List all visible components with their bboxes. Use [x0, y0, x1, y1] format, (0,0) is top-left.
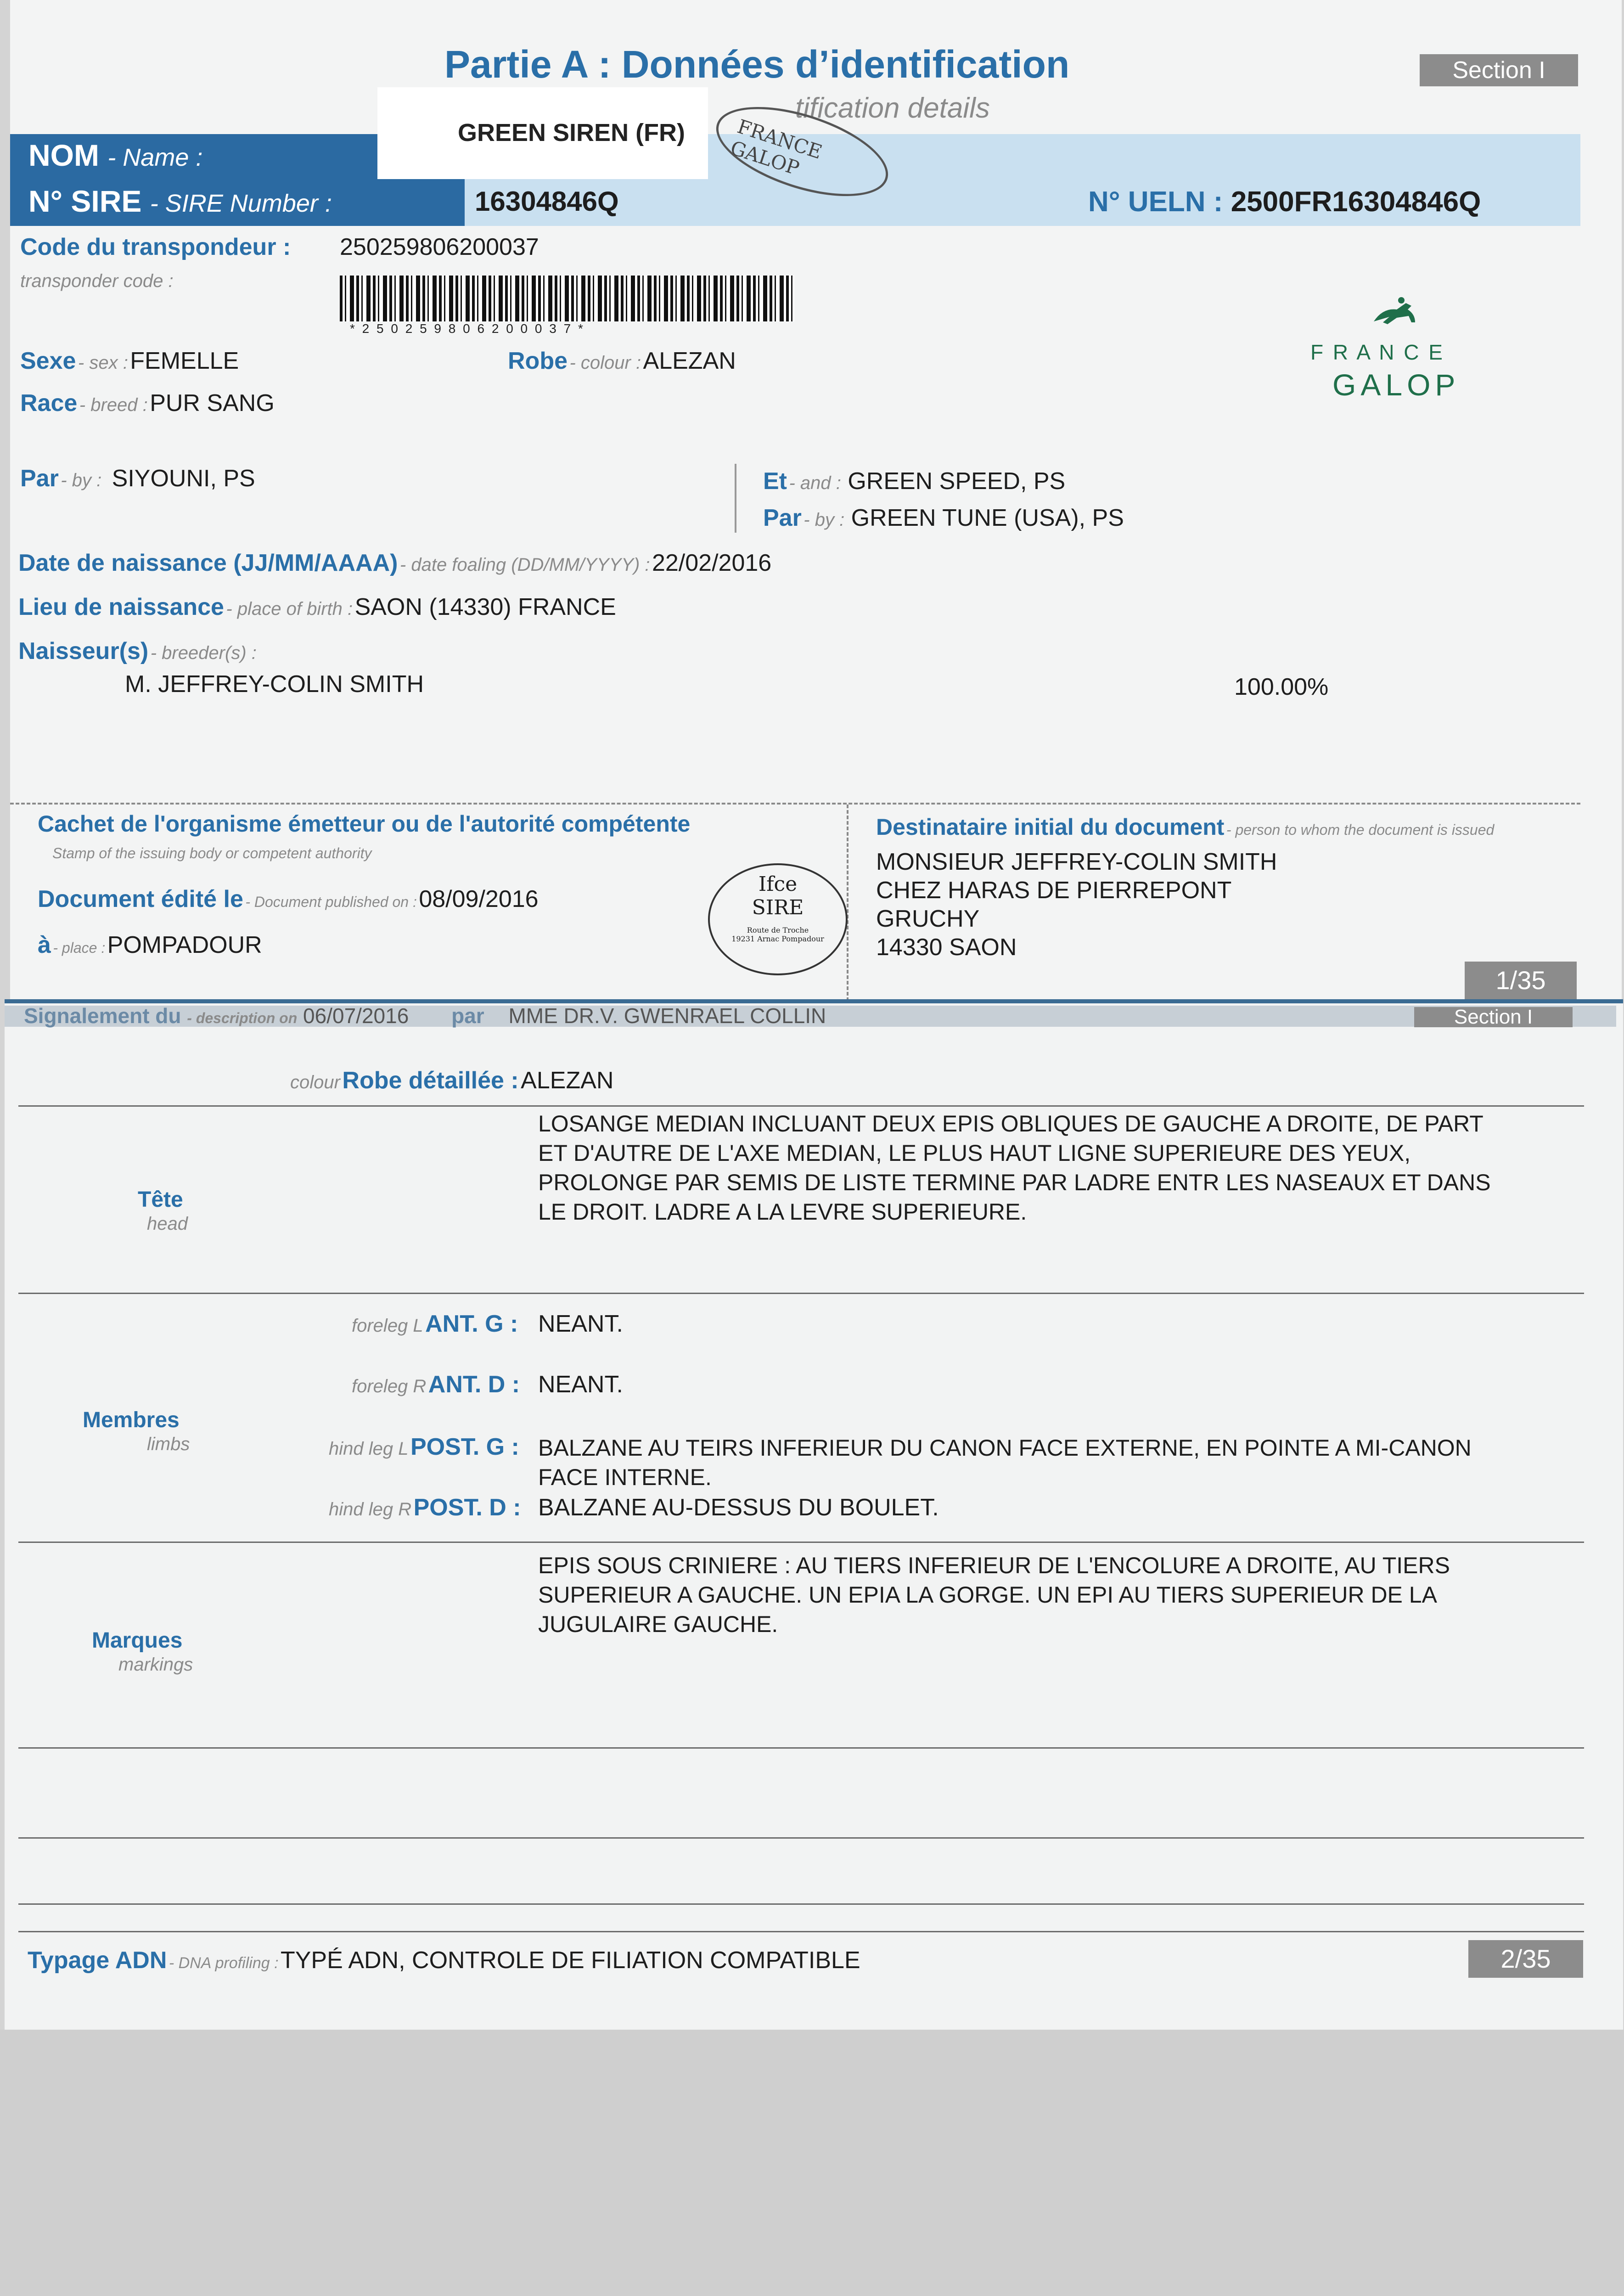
description-date: 06/07/2016: [303, 1004, 409, 1028]
head-line: LE DROIT. LADRE A LA LEVRE SUPERIEURE.: [538, 1199, 1027, 1225]
sire-by-label: Par: [20, 465, 59, 492]
head-line: LOSANGE MEDIAN INCLUANT DEUX EPIS OBLIQUES DE GAUCHE A DROITE, DE PART: [538, 1111, 1484, 1137]
row-divider: [18, 1931, 1584, 1932]
transponder-value: 250259806200037: [340, 234, 539, 260]
head-line: ET D'AUTRE DE L'AXE MEDIAN, LE PLUS HAUT LIGNE SUPERIEURE DES YEUX,: [538, 1140, 1411, 1166]
ueln-label: N° UELN :: [1088, 186, 1223, 218]
breeder-label-en: - breeder(s) :: [150, 643, 257, 663]
recipient-label-en: - person to whom the document is issued: [1226, 822, 1495, 838]
robe-label-en: colour: [290, 1072, 340, 1092]
post-g-label: POST. G :: [410, 1434, 519, 1460]
marks-line: SUPERIEUR A GAUCHE. UN EPIA LA GORGE. UN EPI AU TIERS SUPERIEUR DE LA: [538, 1582, 1437, 1608]
sex-value: FEMELLE: [130, 348, 239, 374]
marks-line: JUGULAIRE GAUCHE.: [538, 1611, 778, 1637]
post-d-label: POST. D :: [413, 1494, 521, 1521]
seal-sire: SIRE: [752, 896, 804, 919]
seal-address2: 19231 Arnac Pompadour: [731, 934, 824, 943]
pedigree-divider: [735, 464, 736, 533]
colour-label: Robe: [508, 348, 568, 374]
marks-label-en: markings: [118, 1654, 193, 1675]
dam-label-en: - and :: [789, 473, 841, 493]
dob-label: Date de naissance (JJ/MM/AAAA): [18, 550, 398, 576]
damsire-label-en: - by :: [804, 510, 845, 530]
name-label-en: - Name :: [107, 144, 203, 171]
pob-label-en: - place of birth :: [226, 599, 353, 619]
section-badge-2: Section I: [1414, 1007, 1573, 1027]
pob-value: SAON (14330) FRANCE: [354, 594, 616, 620]
sire-label-en: - SIRE Number :: [150, 190, 332, 217]
horse-name: GREEN SIREN (FR): [458, 119, 686, 146]
marks-label: Marques: [92, 1628, 183, 1653]
dna-value: TYPÉ ADN, CONTROLE DE FILIATION COMPATIBLE: [280, 1947, 860, 1974]
description-by: par: [451, 1004, 484, 1028]
stamp-label: Cachet de l'organisme émetteur ou de l'autorité compétente: [38, 811, 691, 837]
marks-description: [538, 1551, 1450, 1639]
place-value: POMPADOUR: [107, 932, 262, 958]
sex-label: Sexe: [20, 348, 76, 374]
dna-label: Typage ADN: [28, 1947, 167, 1974]
transponder-label: Code du transpondeur :: [20, 234, 291, 260]
breed-value: PUR SANG: [150, 390, 275, 416]
breeder-label: Naisseur(s): [18, 638, 149, 664]
head-line: PROLONGE PAR SEMIS DE LISTE TERMINE PAR LADRE ENTR LES NASEAUX ET DANS: [538, 1170, 1491, 1195]
published-label: Document édité le: [38, 886, 243, 912]
ueln-value: 2500FR16304846Q: [1231, 186, 1481, 218]
seal-address1: Route de Troche: [747, 926, 809, 934]
ant-d-en: foreleg R: [352, 1376, 427, 1396]
passport-page-2: [5, 1003, 1623, 2032]
sire-by-value: SIYOUNI, PS: [112, 465, 255, 492]
post-d-value: BALZANE AU-DESSUS DU BOULET.: [538, 1494, 939, 1521]
recipient-line: CHEZ HARAS DE PIERREPONT: [876, 877, 1232, 904]
colour-value: ALEZAN: [643, 348, 736, 374]
limbs-label: Membres: [83, 1408, 180, 1432]
jockey-horse-icon: [1369, 294, 1424, 331]
place-label-en: - place :: [53, 940, 106, 956]
page-subtitle: tification details: [795, 92, 990, 124]
dob-label-en: - date foaling (DD/MM/YYYY) :: [399, 555, 650, 575]
page-title: Partie A : Données d’identification: [444, 43, 1070, 86]
post-g-value: [538, 1433, 1472, 1492]
published-value: 08/09/2016: [419, 886, 539, 912]
row-divider: [18, 1903, 1584, 1905]
scan-background: [0, 2030, 1624, 2296]
stamp-label-en: Stamp of the issuing body or competent authority: [52, 845, 372, 861]
post-g-line: FACE INTERNE.: [538, 1464, 712, 1490]
ant-d-value: NEANT.: [538, 1371, 623, 1398]
transponder-label-en: transponder code :: [20, 271, 174, 291]
breeder-value: M. JEFFREY-COLIN SMITH: [125, 671, 424, 698]
page-number: 1/35: [1465, 962, 1577, 999]
sire-label: N° SIRE: [28, 184, 142, 218]
france-galop-stamp: FRANCE GALOP: [706, 89, 899, 214]
damsire-label: Par: [763, 505, 802, 531]
ant-g-label: ANT. G :: [425, 1311, 518, 1337]
breed-label: Race: [20, 390, 78, 416]
head-label: Tête: [138, 1187, 183, 1212]
post-d-en: hind leg R: [329, 1499, 412, 1519]
page-number-2: 2/35: [1468, 1940, 1583, 1978]
row-divider: [18, 1837, 1584, 1839]
ant-d-label: ANT. D :: [428, 1371, 520, 1398]
robe-value: ALEZAN: [521, 1067, 614, 1094]
recipient-address: [876, 848, 1277, 962]
footer-vertical-divider: [847, 805, 849, 1007]
place-label: à: [38, 932, 51, 958]
pob-label: Lieu de naissance: [18, 594, 224, 620]
row-divider: [18, 1747, 1584, 1749]
head-description: [538, 1109, 1491, 1227]
description-header: Signalement du: [24, 1004, 181, 1028]
row-divider: [18, 1105, 1584, 1107]
ant-g-value: NEANT.: [538, 1311, 623, 1337]
post-g-line: BALZANE AU TEIRS INFERIEUR DU CANON FACE EXTERNE, EN POINTE A MI-CANON: [538, 1435, 1472, 1461]
barcode-text: * 2 5 0 2 5 9 8 0 6 2 0 0 0 3 7 *: [350, 321, 585, 336]
sex-label-en: - sex :: [78, 353, 128, 373]
description-vet: MME DR.V. GWENRAEL COLLIN: [508, 1004, 826, 1028]
breeder-share: 100.00%: [1234, 674, 1329, 700]
section-badge: Section I: [1420, 54, 1578, 86]
damsire-value: GREEN TUNE (USA), PS: [851, 505, 1124, 531]
recipient-line: 14330 SAON: [876, 934, 1017, 961]
colour-label-en: - colour :: [569, 353, 641, 373]
logo-galop: GALOP: [1332, 368, 1460, 402]
dam-label: Et: [763, 468, 787, 495]
recipient-line: MONSIEUR JEFFREY-COLIN SMITH: [876, 849, 1277, 875]
dob-value: 22/02/2016: [652, 550, 772, 576]
dna-label-en: - DNA profiling :: [169, 1954, 279, 1972]
transponder-barcode: [340, 276, 794, 321]
footer-divider: [10, 803, 1580, 805]
sire-by-label-en: - by :: [61, 470, 102, 490]
row-divider: [18, 1293, 1584, 1294]
breed-label-en: - breed :: [79, 395, 148, 415]
post-g-en: hind leg L: [329, 1439, 409, 1459]
robe-label: Robe détaillée :: [342, 1067, 519, 1094]
row-divider: [18, 1542, 1584, 1543]
recipient-label: Destinataire initial du document: [876, 814, 1225, 840]
name-label: NOM: [28, 138, 99, 172]
passport-page-1: [10, 0, 1622, 1003]
description-header-en: - description on: [187, 1010, 298, 1026]
ant-g-en: foreleg L: [352, 1316, 423, 1336]
seal-ifce: Ifce: [758, 872, 798, 896]
sire-number: 16304846Q: [475, 186, 619, 217]
limbs-label-en: limbs: [147, 1434, 190, 1454]
ifce-seal: [708, 863, 848, 975]
marks-line: EPIS SOUS CRINIERE : AU TIERS INFERIEUR DE L'ENCOLURE A DROITE, AU TIERS: [538, 1553, 1450, 1578]
head-label-en: head: [147, 1214, 188, 1234]
recipient-line: GRUCHY: [876, 906, 980, 932]
published-label-en: - Document published on :: [245, 894, 417, 910]
logo-france: F R A N C E: [1310, 340, 1444, 364]
dam-value: GREEN SPEED, PS: [848, 468, 1066, 495]
